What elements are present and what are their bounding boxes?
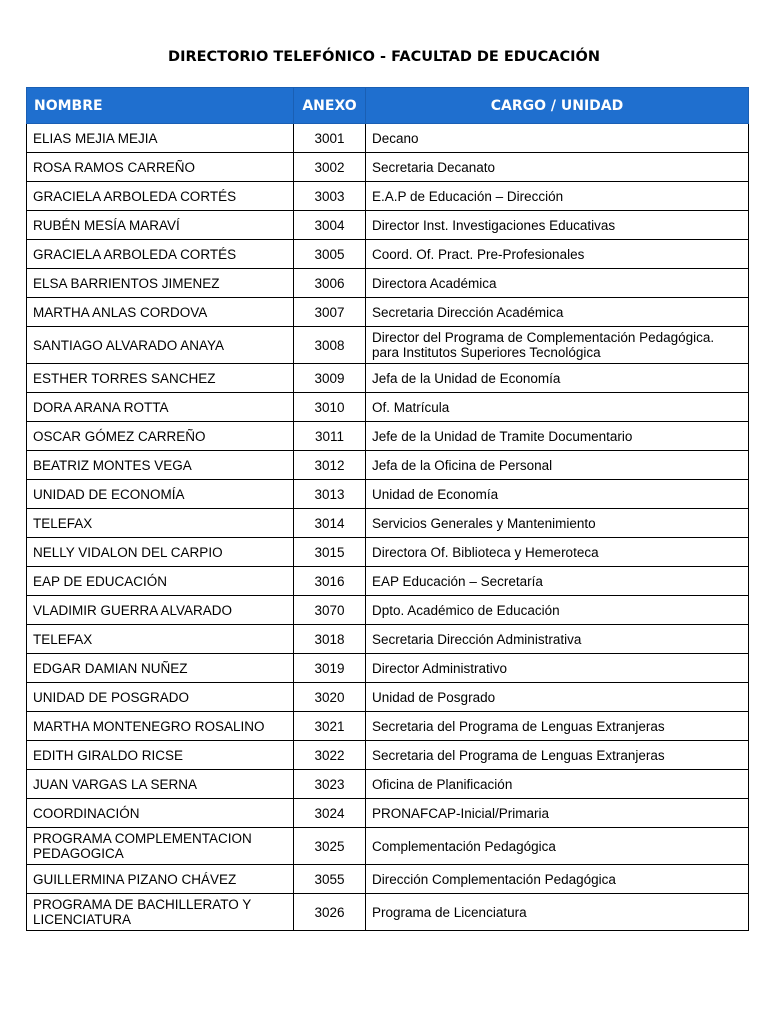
table-row [27,865,749,894]
cell-nombre: EDGAR DAMIAN NUÑEZ [27,654,294,683]
cell-anexo: 3026 [294,894,366,931]
cell-anexo: 3007 [294,298,366,327]
cell-anexo: 3021 [294,712,366,741]
cell-nombre: ROSA RAMOS CARREÑO [27,153,294,182]
cell-nombre: TELEFAX [27,625,294,654]
cell-anexo: 3014 [294,509,366,538]
cell-anexo: 3003 [294,182,366,211]
cell-cargo: Coord. Of. Pract. Pre-Profesionales [366,240,749,269]
cell-nombre: BEATRIZ MONTES VEGA [27,451,294,480]
cell-anexo: 3022 [294,741,366,770]
cell-anexo: 3008 [294,327,366,364]
table-row [27,480,749,509]
table-row [27,124,749,153]
cell-anexo: 3020 [294,683,366,712]
cell-anexo: 3018 [294,625,366,654]
cell-anexo: 3005 [294,240,366,269]
cell-cargo: Jefe de la Unidad de Tramite Documentario [366,422,749,451]
cell-cargo: Programa de Licenciatura [366,894,749,931]
table-row [27,153,749,182]
cell-cargo: Of. Matrícula [366,393,749,422]
table-row [27,451,749,480]
table-row [27,654,749,683]
cell-nombre: UNIDAD DE ECONOMÍA [27,480,294,509]
table-row [27,364,749,393]
cell-nombre: EDITH GIRALDO RICSE [27,741,294,770]
cell-cargo: Secretaria Dirección Administrativa [366,625,749,654]
table-row [27,182,749,211]
cell-anexo: 3002 [294,153,366,182]
cell-anexo: 3004 [294,211,366,240]
cell-nombre: EAP DE EDUCACIÓN [27,567,294,596]
table-row [27,828,749,865]
cell-nombre: GUILLERMINA PIZANO CHÁVEZ [27,865,294,894]
cell-nombre: MARTHA ANLAS CORDOVA [27,298,294,327]
cell-cargo: Director Administrativo [366,654,749,683]
cell-anexo: 3012 [294,451,366,480]
table-row [27,211,749,240]
cell-cargo: Directora Of. Biblioteca y Hemeroteca [366,538,749,567]
cell-cargo: Secretaria Decanato [366,153,749,182]
cell-cargo: Servicios Generales y Mantenimiento [366,509,749,538]
cell-cargo: Complementación Pedagógica [366,828,749,865]
cell-anexo: 3016 [294,567,366,596]
cell-nombre: OSCAR GÓMEZ CARREÑO [27,422,294,451]
cell-cargo: Director del Programa de Complementación Pedagógica. para Institutos Superiores Tecnológica [366,327,749,364]
table-row [27,625,749,654]
cell-cargo: Oficina de Planificación [366,770,749,799]
cell-cargo: Decano [366,124,749,153]
cell-nombre: ESTHER TORRES SANCHEZ [27,364,294,393]
directory-table [26,87,749,931]
cell-anexo: 3001 [294,124,366,153]
cell-cargo: PRONAFCAP-Inicial/Primaria [366,799,749,828]
column-header-anexo: ANEXO [294,88,366,124]
cell-anexo: 3025 [294,828,366,865]
page-title: DIRECTORIO TELEFÓNICO - FACULTAD DE EDUCACIÓN [168,49,600,65]
table-row [27,240,749,269]
cell-cargo: Secretaria del Programa de Lenguas Extranjeras [366,741,749,770]
cell-cargo: Secretaria del Programa de Lenguas Extranjeras [366,712,749,741]
table-row [27,327,749,364]
cell-anexo: 3006 [294,269,366,298]
cell-nombre: PROGRAMA COMPLEMENTACION PEDAGOGICA [27,828,294,865]
cell-anexo: 3024 [294,799,366,828]
cell-cargo: Directora Académica [366,269,749,298]
table-row [27,683,749,712]
cell-cargo: EAP Educación – Secretaría [366,567,749,596]
cell-cargo: Unidad de Posgrado [366,683,749,712]
cell-anexo: 3013 [294,480,366,509]
table-row [27,298,749,327]
cell-nombre: MARTHA MONTENEGRO ROSALINO [27,712,294,741]
table-row [27,269,749,298]
table-row [27,712,749,741]
cell-nombre: SANTIAGO ALVARADO ANAYA [27,327,294,364]
cell-anexo: 3011 [294,422,366,451]
cell-cargo: Jefa de la Unidad de Economía [366,364,749,393]
cell-anexo: 3055 [294,865,366,894]
table-row [27,799,749,828]
table-row [27,422,749,451]
cell-nombre: ELSA BARRIENTOS JIMENEZ [27,269,294,298]
cell-nombre: VLADIMIR GUERRA ALVARADO [27,596,294,625]
cell-anexo: 3070 [294,596,366,625]
table-row [27,894,749,931]
cell-cargo: E.A.P de Educación – Dirección [366,182,749,211]
column-header-nombre: NOMBRE [27,88,294,124]
cell-anexo: 3019 [294,654,366,683]
table-row [27,770,749,799]
table-row [27,596,749,625]
table-row [27,393,749,422]
cell-nombre: COORDINACIÓN [27,799,294,828]
cell-nombre: ELIAS MEJIA MEJIA [27,124,294,153]
cell-anexo: 3009 [294,364,366,393]
cell-nombre: PROGRAMA DE BACHILLERATO Y LICENCIATURA [27,894,294,931]
table-header-row [27,88,749,124]
cell-anexo: 3023 [294,770,366,799]
cell-nombre: GRACIELA ARBOLEDA CORTÉS [27,182,294,211]
table-row [27,538,749,567]
cell-cargo: Dirección Complementación Pedagógica [366,865,749,894]
cell-nombre: UNIDAD DE POSGRADO [27,683,294,712]
cell-nombre: JUAN VARGAS LA SERNA [27,770,294,799]
column-header-cargo: CARGO / UNIDAD [366,88,749,124]
cell-cargo: Dpto. Académico de Educación [366,596,749,625]
cell-anexo: 3015 [294,538,366,567]
cell-nombre: RUBÉN MESÍA MARAVÍ [27,211,294,240]
table-row [27,741,749,770]
cell-nombre: DORA ARANA ROTTA [27,393,294,422]
cell-nombre: TELEFAX [27,509,294,538]
cell-cargo: Secretaria Dirección Académica [366,298,749,327]
cell-cargo: Director Inst. Investigaciones Educativas [366,211,749,240]
cell-nombre: GRACIELA ARBOLEDA CORTÉS [27,240,294,269]
cell-nombre: NELLY VIDALON DEL CARPIO [27,538,294,567]
cell-cargo: Jefa de la Oficina de Personal [366,451,749,480]
cell-cargo: Unidad de Economía [366,480,749,509]
table-row [27,567,749,596]
table-row [27,509,749,538]
cell-anexo: 3010 [294,393,366,422]
